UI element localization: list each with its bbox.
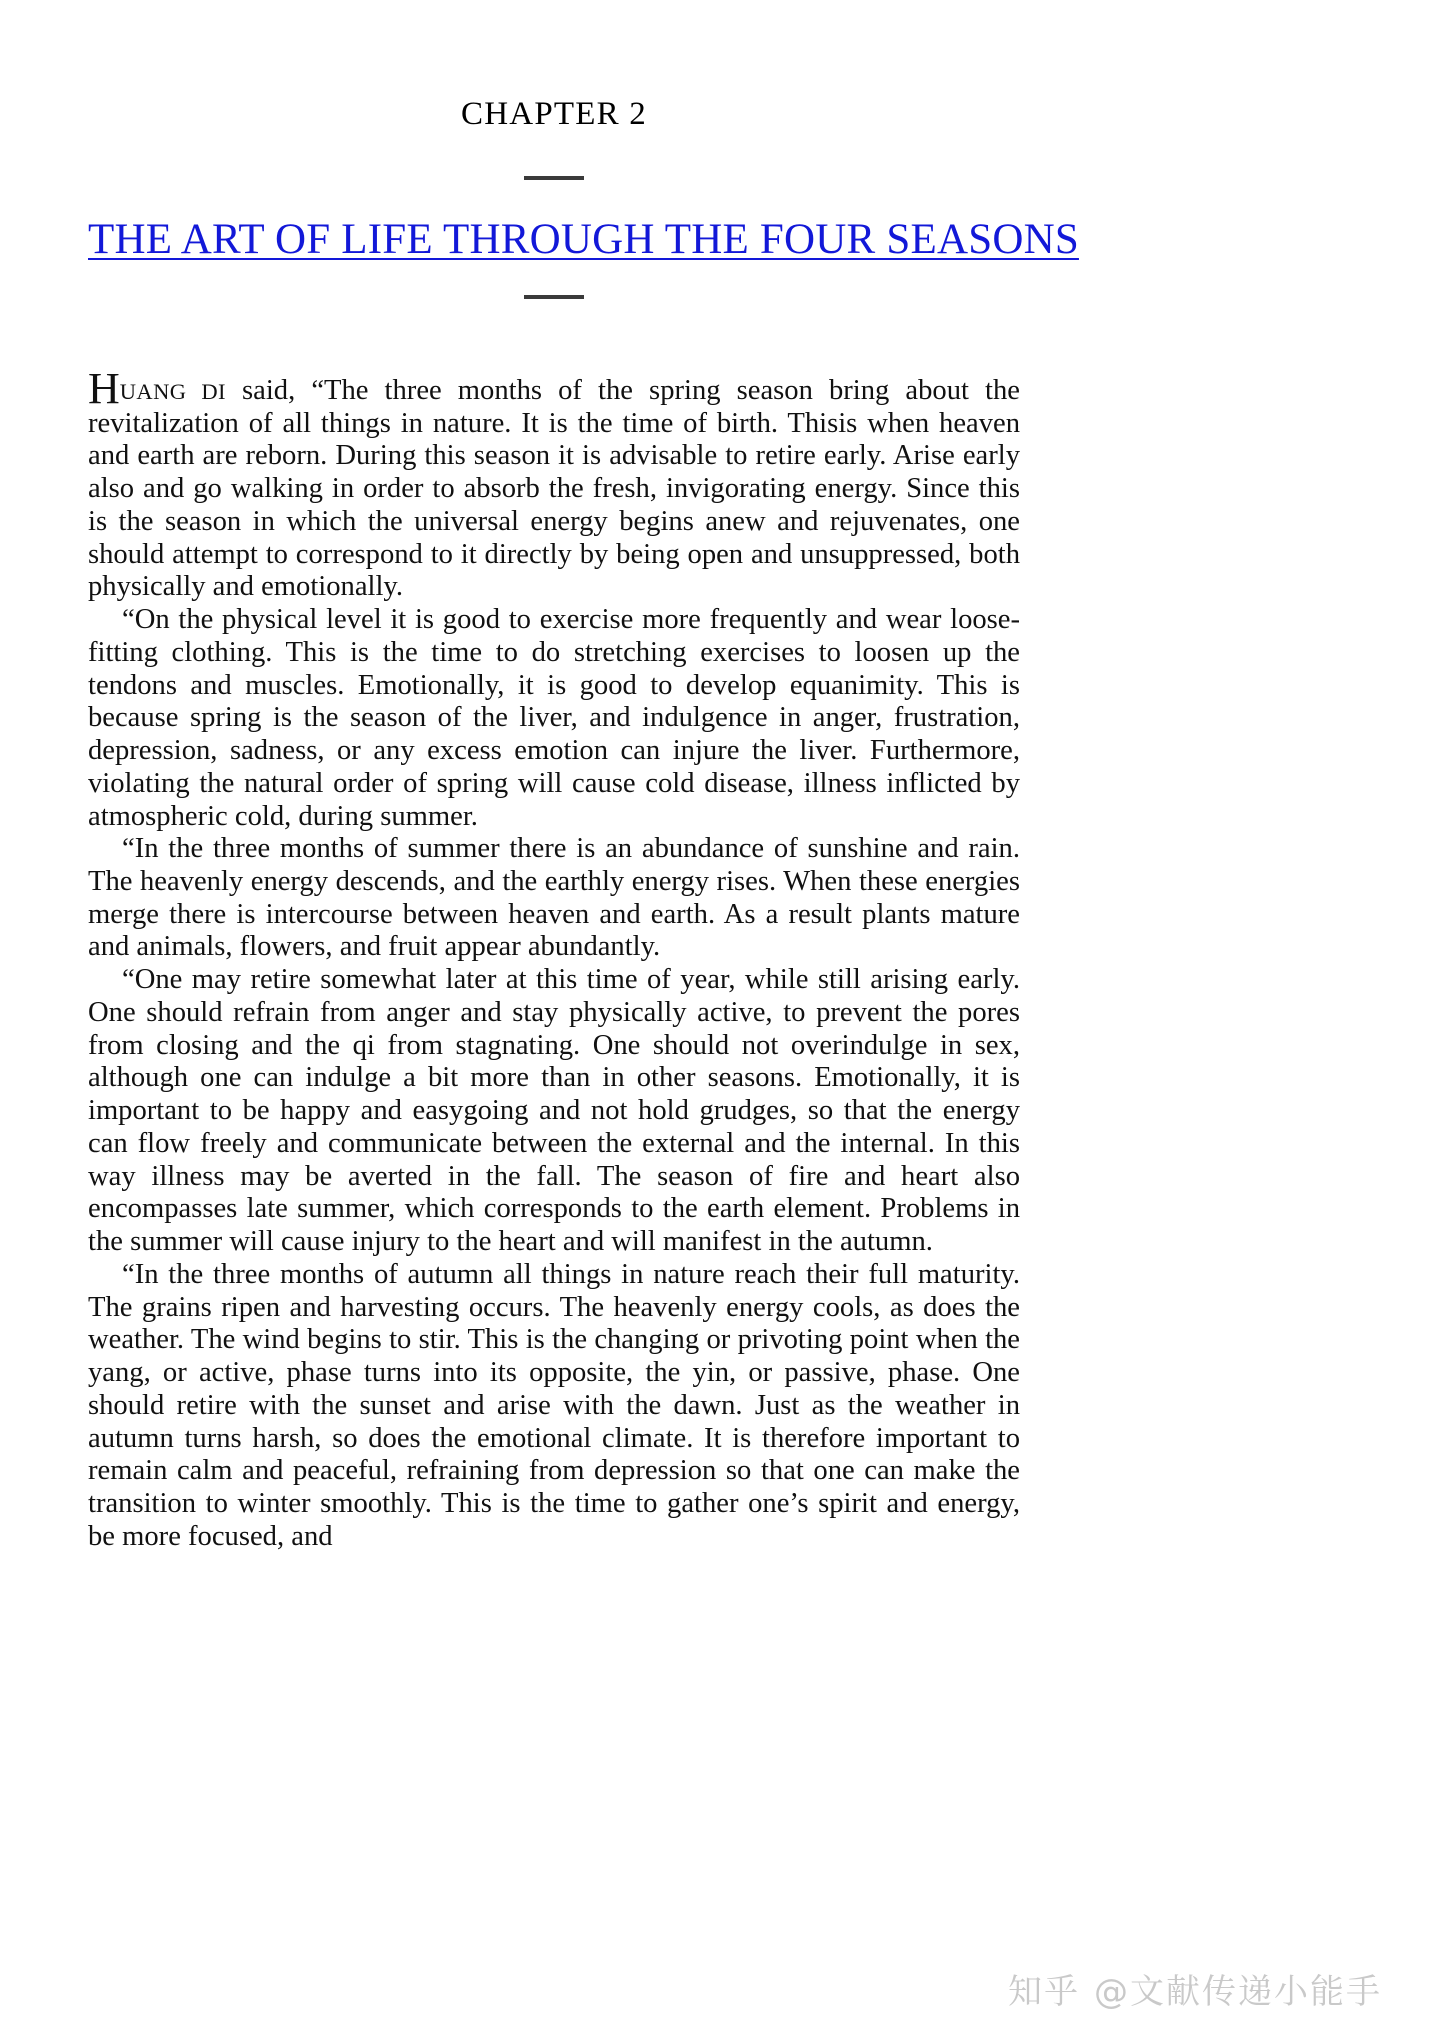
paragraph-spring-physical: “On the physical level it is good to exercise more frequently and wear loose-fitting clothing. This is the time to do stretching exercises to loosen up the tendons and muscles. Emotionally, it is good to develop equanimity. This is because spring is the season of the liver, and indulgence in anger, frustration, depression, sadness, or any excess emotion can injure the liver. Furthermore, violating the natural order of spring will cause cold disease, illness inflicted by atmospheric cold, during summer. — [88, 604, 1020, 832]
zhihu-watermark — [1008, 1964, 1382, 2013]
divider-bottom — [88, 288, 1020, 306]
paragraph-autumn: “In the three months of autumn all things in nature reach their full maturity. The grains ripen and harvesting occurs. The heavenly energy cools, as does the weather. The wind begins to stir. This is the changing or privoting point when the yang, or active, phase turns into its opposite, the yin, or passive, phase. One should retire with the sunset and arise with the dawn. Just as the weather in autumn turns harsh, so does the emotional climate. It is therefore important to remain calm and peaceful, refraining from depression so that one can make the transition to winter smoothly. This is the time to gather one’s spirit and energy, be more focused, and — [88, 1258, 1020, 1552]
horizontal-rule-icon — [524, 176, 584, 180]
chapter-label: CHAPTER 2 — [461, 96, 647, 132]
paragraph-opening-text: said, “The three months of the spring season bring about the revitalization of all things in nature. It is the time of birth. Thisis when heaven and earth are reborn. During this season it is advisable to retire early. Arise early also and go walking in order to absorb the fresh, invigorating energy. Since this is the season in which the universal energy begins anew and rejuvenates, one should attempt to correspond to it directly by being open and unsuppressed, both physically and emotionally. — [88, 375, 1020, 603]
drop-cap: H — [88, 364, 120, 413]
paragraph-opening — [88, 364, 1020, 604]
horizontal-rule-icon — [524, 295, 584, 299]
zhihu-handle: @文献传递小能手 — [1094, 1972, 1382, 2012]
small-caps-name: UANG DI — [119, 379, 226, 404]
zhihu-logo-icon: 知乎 — [1008, 1972, 1080, 2012]
divider-top — [88, 169, 1020, 187]
page-title: THE ART OF LIFE THROUGH THE FOUR SEASONS — [88, 216, 1079, 263]
paragraph-summer-intro: “In the three months of summer there is an abundance of sunshine and rain. The heavenly energy descends, and the earthly energy rises. When these energies merge there is intercourse between heaven and earth. As a result plants mature and animals, flowers, and fruit appear abundantly. — [88, 833, 1020, 963]
paragraph-summer-conduct: “One may retire somewhat later at this time of year, while still arising early. One should refrain from anger and stay physically active, to prevent the pores from closing and the qi from stagnating. One should not overindulge in sex, although one can indulge a bit more than in other seasons. Emotionally, it is important to be happy and easygoing and not hold grudges, so that the energy can flow freely and communicate between the external and the internal. In this way illness may be averted in the fall. The season of fire and heart also encompasses late summer, which corresponds to the earth element. Problems in the summer will cause injury to the heart and will manifest in the autumn. — [88, 964, 1020, 1258]
body-text — [88, 364, 1020, 1553]
page-content — [88, 0, 1079, 1553]
